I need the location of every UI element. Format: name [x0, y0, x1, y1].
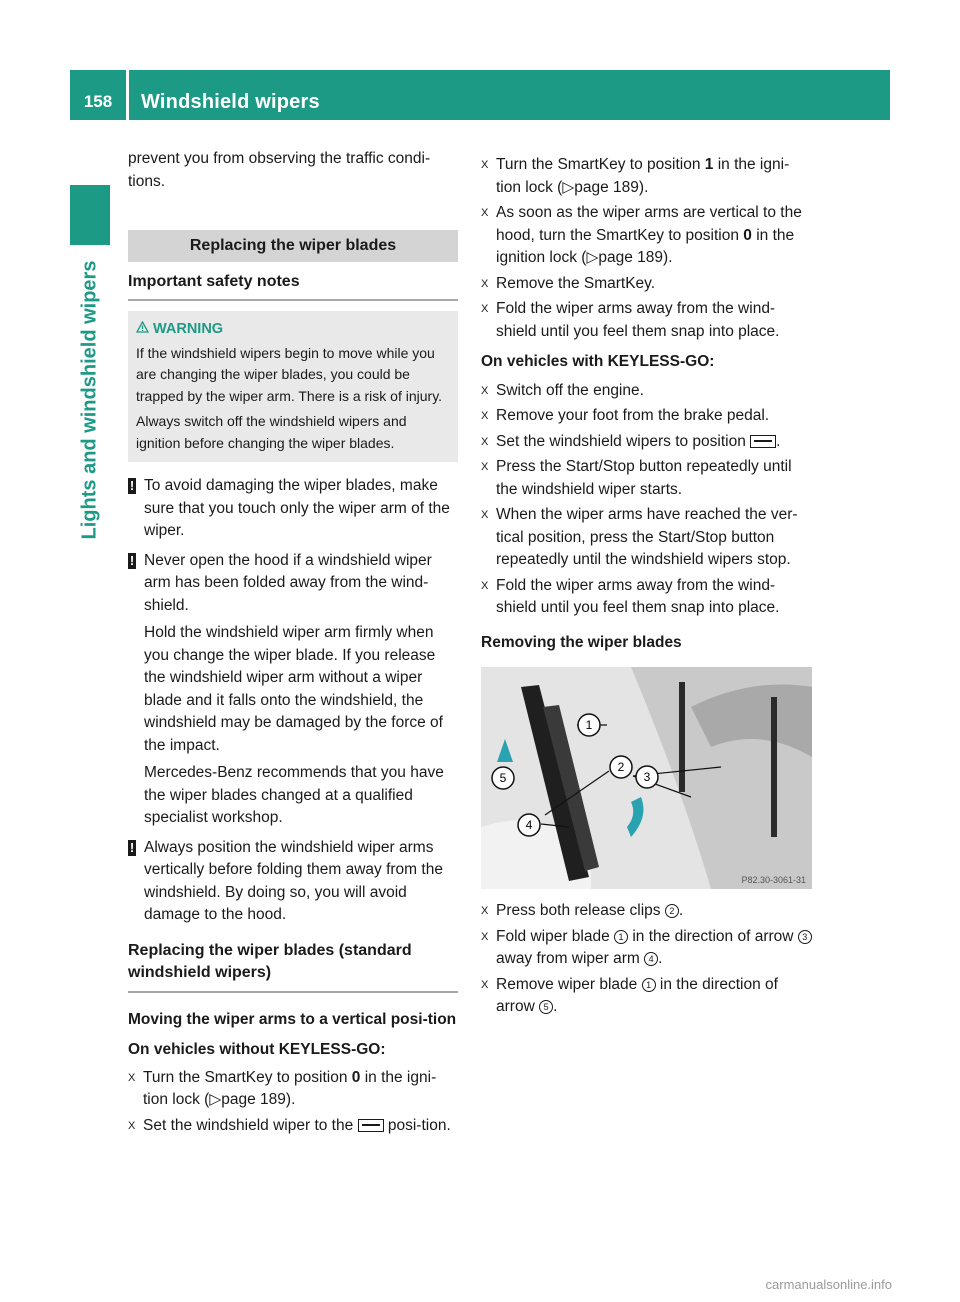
- step-marker: X: [481, 435, 489, 448]
- wiper-off-symbol-icon: [750, 435, 776, 448]
- instruction-step: X Turn the SmartKey to position 0 in the igni-tion lock (▷page 189).: [128, 1068, 437, 1108]
- wiper-arm-far: [771, 697, 777, 837]
- moving-heading: Moving the wiper arms to a vertical posi-tion: [128, 1010, 457, 1028]
- page-ref-link[interactable]: page 189).: [574, 178, 649, 196]
- page-ref-arrow-icon: ▷: [586, 249, 599, 266]
- notice-text: Always position the windshield wiper arms vertically before folding them away from the windshield. By doing so, you will avoid damage to the hood.: [144, 838, 443, 923]
- wiper-blade-figure: [481, 667, 812, 889]
- step-marker: X: [481, 410, 489, 422]
- instruction-step: X Set the windshield wiper to the posi-tion.: [128, 1115, 458, 1138]
- instruction-step: X Remove the SmartKey.: [481, 273, 812, 296]
- chapter-tab: [70, 185, 110, 245]
- step-marker: X: [481, 277, 489, 290]
- page-number: 158: [83, 92, 113, 111]
- section-title: Replacing the wiper blades: [128, 230, 458, 262]
- intro-text: prevent you from observing the traffic condi-tions.: [128, 150, 431, 190]
- wiper-arm-right: [679, 682, 685, 792]
- page-title: Windshield wipers: [141, 91, 320, 113]
- notice-text: To avoid damaging the wiper blades, make sure that you touch only the wiper arm of the wiper.: [144, 477, 450, 539]
- notice-text: Hold the windshield wiper arm firmly when you change the wiper blade. If you release the windshield wiper arm without a wiper blade and it falls onto the windshield, the windshield may be damaged by the force of the impact.: [144, 624, 443, 754]
- ref-number-1: 1: [614, 930, 628, 944]
- instruction-step: X Fold the wiper arms away from the wind-shield until you feel them snap into place.: [481, 300, 780, 340]
- notice-icon: !: [129, 839, 135, 855]
- step-marker: X: [481, 509, 489, 521]
- step-marker: X: [481, 978, 489, 991]
- step-marker: X: [481, 579, 489, 592]
- warning-text: Always switch off the windshield wipers and ignition before changing the wiper blades.: [136, 413, 407, 451]
- instruction-step: X When the wiper arms have reached the ver-tical position, press the Start/Stop button repeatedly until the windshield wipers stop.: [481, 506, 798, 568]
- ref-number-1: 1: [642, 978, 656, 992]
- instruction-step: X Turn the SmartKey to position 1 in the igni-tion lock (▷page 189).: [481, 156, 790, 196]
- callout-2-label: 2: [617, 760, 625, 774]
- page-ref-link[interactable]: page 189).: [221, 1091, 296, 1108]
- callout-5-label: 5: [499, 771, 507, 785]
- notice-text: Never open the hood if a windshield wiper arm has been folded away from the wind-shield.: [144, 551, 432, 614]
- removing-heading: Removing the wiper blades: [481, 633, 682, 651]
- step-marker: X: [128, 1119, 136, 1132]
- callout-3-label: 3: [643, 770, 651, 784]
- safety-heading: Important safety notes: [128, 271, 458, 302]
- watermark: carmanualsonline.info: [765, 1277, 892, 1292]
- step-marker: X: [481, 930, 489, 943]
- without-keyless-heading: On vehicles without KEYLESS-GO:: [128, 1041, 386, 1058]
- page-header: [70, 70, 890, 120]
- header-divider: [126, 70, 129, 120]
- warning-triangle-icon: [136, 319, 153, 341]
- notice-icon: !: [129, 552, 135, 568]
- instruction-step: X Press the Start/Stop button repeatedly until the windshield wiper starts.: [481, 458, 792, 498]
- ref-number-3: 3: [798, 930, 812, 944]
- callout-1-label: 1: [585, 718, 593, 732]
- instruction-step: X As soon as the wiper arms are vertical to the hood, turn the SmartKey to position 0 in the ignition lock (▷page 189).: [481, 204, 802, 266]
- callout-4-label: 4: [525, 818, 533, 832]
- step-marker: X: [481, 303, 489, 315]
- ref-number-2: 2: [665, 904, 679, 918]
- instruction-step: X Fold wiper blade 1 in the direction of arrow 3 away from wiper arm 4 .: [481, 926, 812, 971]
- right-column: [481, 148, 812, 1019]
- notice-text: Mercedes-Benz recommends that you have the wiper blades changed at a qualified specialist workshop.: [144, 764, 444, 826]
- instruction-step: X Remove your foot from the brake pedal.: [481, 405, 812, 428]
- warning-text: If the windshield wipers begin to move while you are changing the wiper blades, you could be trapped by the wiper arm. There is a risk of injury.: [136, 344, 443, 404]
- step-marker: X: [481, 159, 489, 171]
- figure-code: P82.30-3061-31: [741, 875, 806, 885]
- warning-title: [136, 319, 450, 341]
- step-marker: X: [481, 461, 489, 473]
- step-marker: X: [481, 905, 489, 917]
- instruction-step: X Fold the wiper arms away from the wind-shield until you feel them snap into place.: [481, 576, 780, 616]
- notice-block: [128, 475, 458, 543]
- warning-box: [128, 311, 458, 462]
- instruction-step: X Set the windshield wipers to position .: [481, 431, 812, 454]
- ref-number-4: 4: [644, 952, 658, 966]
- left-column: [128, 148, 458, 1137]
- page-ref-arrow-icon: ▷: [562, 178, 575, 196]
- instruction-step: X Remove wiper blade 1 in the direction of arrow 5 .: [481, 975, 778, 1015]
- step-marker: X: [481, 384, 489, 397]
- notice-block: [128, 837, 458, 927]
- notice-block: [128, 550, 458, 830]
- ref-number-5: 5: [539, 1000, 553, 1014]
- instruction-step: X Press both release clips 2 .: [481, 900, 812, 923]
- wiper-off-symbol-icon: [358, 1119, 384, 1132]
- page-ref-link[interactable]: page 189).: [598, 249, 673, 266]
- with-keyless-heading: On vehicles with KEYLESS-GO:: [481, 353, 715, 370]
- instruction-step: X Switch off the engine.: [481, 380, 812, 403]
- warning-label: WARNING: [153, 321, 224, 337]
- chapter-label: Lights and windshield wipers: [78, 260, 101, 540]
- step-marker: X: [481, 207, 489, 219]
- notice-icon: !: [129, 478, 135, 493]
- page-ref-arrow-icon: ▷: [209, 1091, 222, 1108]
- step-marker: X: [128, 1071, 136, 1084]
- standard-heading: Replacing the wiper blades (standard windshield wipers): [128, 940, 458, 993]
